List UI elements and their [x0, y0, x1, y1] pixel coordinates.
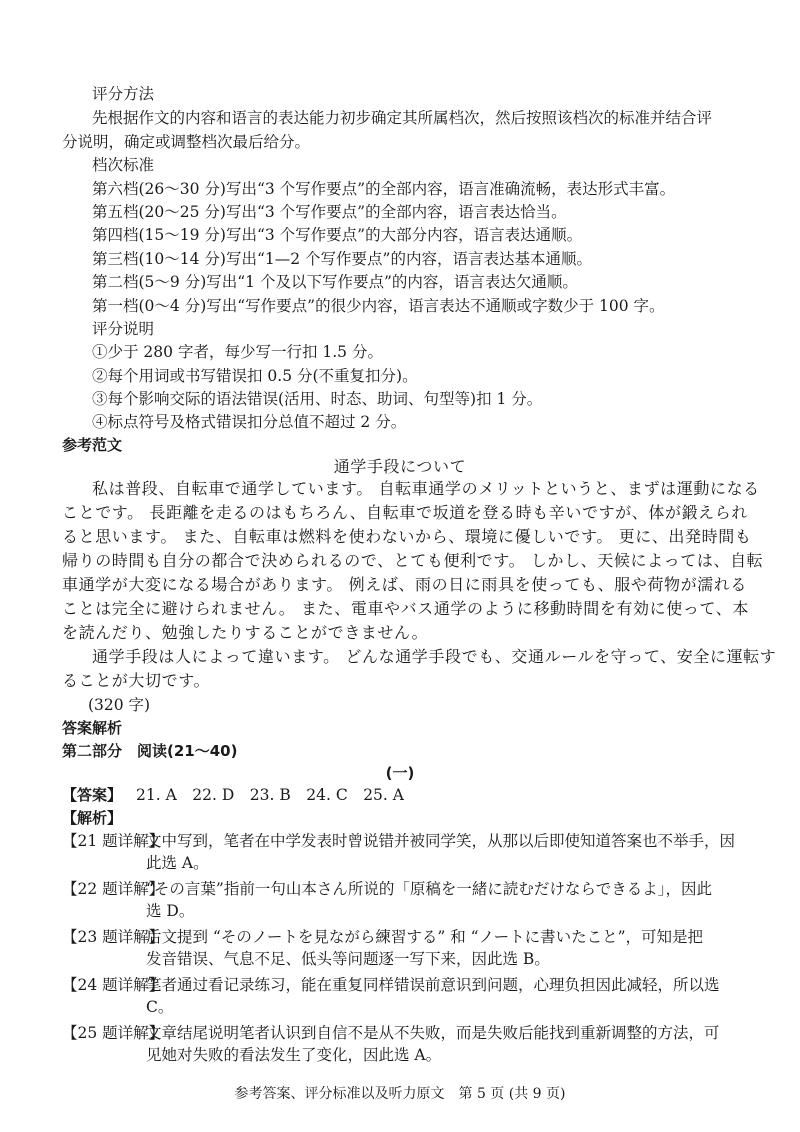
answers-heading: 答案解析 [62, 719, 123, 737]
essay-line: ことです。 長距離を走るのはもちろん、自転車で坂道を登る時も辛いですが、体が鍛えられ [62, 503, 748, 522]
answer-tag: 【答案】 [62, 786, 123, 804]
detail-tag: 【21 题详解】 [62, 832, 165, 850]
level-item: 第二档(5～9 分)写出“1 个及以下写作要点”的内容，语言表达欠通顺。 [92, 273, 578, 291]
detail-tag: 【23 题详解】 [62, 928, 165, 946]
detail-text: 发音错误、气息不足、低头等问题逐一写下来，因此选 B。 [146, 950, 550, 968]
essay-line: 私は普段、自転車で通学しています。 自転車通学のメリットというと、まずは運動になる [92, 479, 760, 498]
essay-line: ことは完全に避けられません。 また、電車やバス通学のように移動時間を有効に使って、本 [62, 599, 749, 618]
detail-text: 此选 A。 [146, 854, 209, 872]
detail-tag: 【25 题详解】 [62, 1024, 165, 1042]
detail-text: 后文提到 “そのノートを見ながら練習する” 和 “ノートに書いたこと”，可知是把 [146, 928, 704, 946]
scoring-method-text-line1: 先根据作文的内容和语言的表达能力初步确定其所属档次，然后按照该档次的标准并结合评 [92, 109, 713, 127]
essay-line: 車通学が大変になる場合があります。 例えば、雨の日に雨具を使っても、服や荷物が濡れる [62, 575, 748, 594]
level-item: 第三档(10～14 分)写出“1—2 个写作要点”的内容，语言表达基本通顺。 [92, 250, 592, 268]
level-item: 第一档(0～4 分)写出“写作要点”的很少内容，语言表达不通顺或字数少于 100 字。 [92, 297, 665, 315]
detail-text: 笔者通过看记录练习，能在重复同样错误前意识到问题，心理负担因此减轻，所以选 [146, 976, 720, 994]
word-count: (320 字) [88, 696, 151, 714]
scoring-method-text-line2: 分说明，确定或调整档次最后给分。 [62, 133, 311, 151]
answer-values: 21. A 22. D 23. B 24. C 25. A [136, 786, 404, 804]
note-item: ③每个影响交际的语法错误(活用、时态、助词、句型等)扣 1 分。 [92, 390, 543, 408]
detail-text: 见她对失败的看法发生了变化，因此选 A。 [146, 1046, 442, 1064]
answer-line [62, 784, 404, 806]
part-heading: 第二部分 阅读(21～40) [62, 742, 238, 760]
level-item: 第四档(15～19 分)写出“3 个写作要点”的大部分内容，语言表达通顺。 [92, 226, 583, 244]
detail-text: 文中写到，笔者在中学发表时曾说错并被同学笑，从那以后即使知道答案也不举手，因 [146, 832, 736, 850]
note-item: ②每个用词或书写错误扣 0.5 分(不重复扣分)。 [92, 367, 418, 385]
section-label: (一) [385, 764, 415, 782]
level-item: 第六档(26～30 分)写出“3 个写作要点”的全部内容，语言准确流畅，表达形式丰富。 [92, 180, 676, 198]
sample-essay-title: 通学手段について [333, 457, 467, 476]
analysis-tag: 【解析】 [62, 809, 123, 827]
detail-text: 文章结尾说明笔者认识到自信不是从不失败，而是失败后能找到重新调整的方法，可 [146, 1024, 720, 1042]
essay-line: ることが大切です。 [62, 671, 211, 690]
detail-tag: 【24 题详解】 [62, 976, 165, 994]
note-item: ①少于 280 字者，每少写一行扣 1.5 分。 [92, 343, 383, 361]
scoring-method-heading: 评分方法 [92, 85, 155, 103]
page-footer: 参考答案、评分标准以及听力原文 第 5 页 (共 9 页) [234, 1086, 566, 1102]
essay-line: 帰りの時間も自分の都合で決められるので、とても便利です。 しかし、天候によっては、自転 [62, 551, 764, 570]
essay-line: ると思います。 また、自転車は燃料を使わないから、環境に優しいです。 更に、出発時間も [62, 527, 752, 546]
detail-tag: 【22 题详解】 [62, 880, 165, 898]
note-item: ④标点符号及格式错误扣分总值不超过 2 分。 [92, 413, 407, 431]
detail-text: 选 D。 [146, 902, 195, 920]
detail-text: C。 [146, 998, 174, 1016]
essay-line: 通学手段は人によって違います。 どんな通学手段でも、交通ルールを守って、安全に運転す [92, 647, 777, 666]
detail-text: “その言葉”指前一句山本さん所说的「原稿を一緒に読むだけならできるよ」，因此 [146, 880, 712, 898]
sample-essay-heading: 参考范文 [62, 436, 123, 454]
levels-heading: 档次标准 [92, 156, 155, 174]
essay-line: を読んだり、勉強したりすることができません。 [62, 623, 429, 642]
notes-heading: 评分说明 [92, 320, 155, 338]
level-item: 第五档(20～25 分)写出“3 个写作要点”的全部内容，语言表达恰当。 [92, 203, 567, 221]
